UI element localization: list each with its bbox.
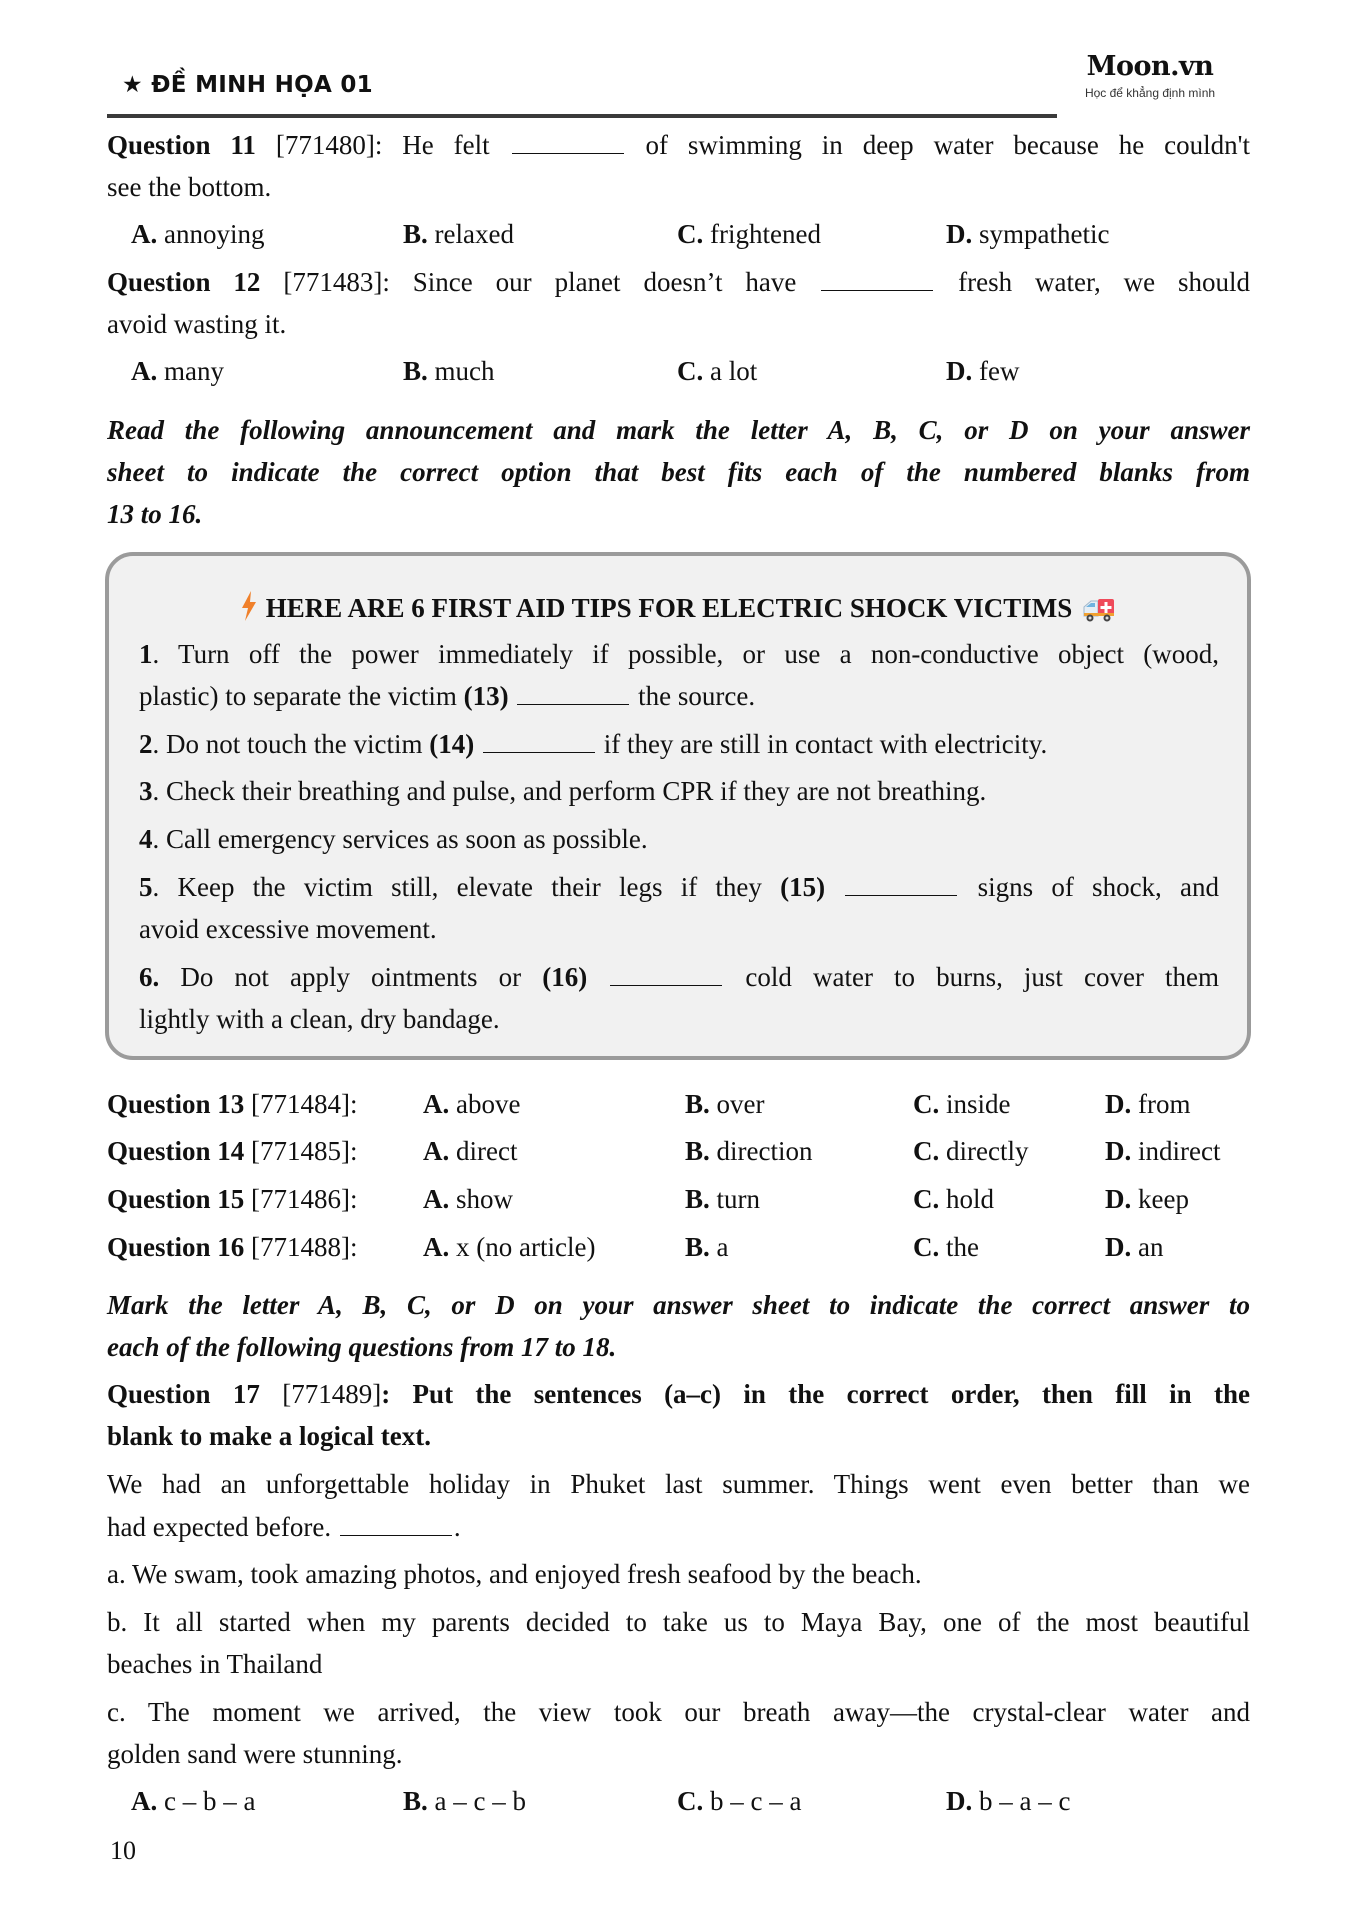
option-a[interactable]: A. direct — [423, 1136, 518, 1166]
option-c[interactable]: C. inside — [913, 1089, 1011, 1119]
tip-1: 1. Turn off the power immediately if possible, or use a non-conductive object (wood, — [139, 639, 1219, 669]
question-16-row — [107, 1226, 1250, 1268]
announcement-box — [105, 552, 1251, 1060]
question-label: Question 15 — [107, 1184, 245, 1214]
lightning-icon — [240, 591, 258, 632]
option-b[interactable]: B. over — [685, 1089, 765, 1119]
tip-5-line2: avoid excessive movement. — [139, 914, 437, 944]
option-d[interactable]: D. indirect — [1105, 1136, 1221, 1166]
answer-blank-15 — [845, 871, 957, 896]
tip-6: 6. Do not apply ointments or (16) cold water to burns, just cover them — [139, 962, 1220, 992]
question-13-row — [107, 1083, 1250, 1125]
question-id: [771488]: — [251, 1232, 358, 1262]
question-label: Question 14 — [107, 1136, 245, 1166]
question-12-stem: Question 12 [771483]: Since our planet doesn’t have fresh water, we should — [107, 267, 1251, 297]
sentence-b: b. It all started when my parents decided to take us to Maya Bay, one of the most beautiful — [107, 1607, 1250, 1637]
answer-blank — [512, 129, 624, 154]
option-a[interactable]: A. annoying — [131, 219, 265, 249]
instruction-line: Mark the letter A, B, C, or D on your answer sheet to indicate the correct answer to — [107, 1290, 1250, 1320]
question-11-stem-line2: see the bottom. — [107, 172, 272, 202]
answer-blank-16 — [610, 961, 722, 986]
tip-3: 3. Check their breathing and pulse, and perform CPR if they are not breathing. — [139, 776, 987, 806]
announcement-title: HERE ARE 6 FIRST AID TIPS FOR ELECTRIC SHOCK VICTIMS — [109, 588, 1247, 634]
option-b[interactable]: B. relaxed — [403, 219, 514, 249]
question-id: [771486]: — [251, 1184, 358, 1214]
star-icon: ★ — [122, 72, 143, 98]
passage-line2: had expected before. . — [107, 1512, 461, 1542]
tip-4: 4. Call emergency services as soon as possible. — [139, 824, 648, 854]
blank-16: (16) — [542, 962, 588, 992]
answer-blank-13 — [517, 680, 629, 705]
question-12-options — [107, 350, 1250, 392]
question-id: [771485]: — [251, 1136, 358, 1166]
question-id: [771489] — [282, 1379, 382, 1409]
question-11-options — [107, 213, 1250, 255]
logo-tagline: Học để khẳng định mình — [1084, 86, 1216, 100]
option-c[interactable]: C. frightened — [677, 219, 821, 249]
answer-blank-14 — [483, 728, 595, 753]
exam-title-text: ĐỀ MINH HỌA 01 — [151, 72, 373, 98]
option-c[interactable]: C. the — [913, 1232, 979, 1262]
tip-1-line2: plastic) to separate the victim (13) the source. — [139, 681, 756, 711]
option-d[interactable]: D. keep — [1105, 1184, 1189, 1214]
option-a[interactable]: A. many — [131, 356, 224, 386]
option-a[interactable]: A. above — [423, 1089, 521, 1119]
question-id: [771483] — [283, 267, 383, 297]
option-d[interactable]: D. b – a – c — [946, 1786, 1071, 1816]
page-number: 10 — [110, 1836, 136, 1865]
sentence-b-line2: beaches in Thailand — [107, 1649, 323, 1679]
logo-name: Moon.vn — [1086, 51, 1214, 82]
blank-14: (14) — [429, 729, 475, 759]
option-b[interactable]: B. a — [685, 1232, 729, 1262]
question-15-row — [107, 1178, 1250, 1220]
question-label: Question 12 — [107, 267, 261, 297]
option-b[interactable]: B. turn — [685, 1184, 761, 1214]
moon-logo — [1075, 52, 1225, 100]
option-c[interactable]: C. hold — [913, 1184, 995, 1214]
question-label: Question 16 — [107, 1232, 245, 1262]
question-id: [771480] — [275, 130, 375, 160]
option-a[interactable]: A. show — [423, 1184, 514, 1214]
question-label: Question 13 — [107, 1089, 245, 1119]
sentence-a: a. We swam, took amazing photos, and enjoyed fresh seafood by the beach. — [107, 1559, 922, 1589]
blank-13: (13) — [463, 681, 509, 711]
question-12-stem-line2: avoid wasting it. — [107, 309, 287, 339]
question-17-options — [107, 1780, 1250, 1822]
tip-5: 5. Keep the victim still, elevate their legs if they (15) signs of shock, and — [139, 872, 1220, 902]
option-b[interactable]: B. much — [403, 356, 495, 386]
sentence-c-line2: golden sand were stunning. — [107, 1739, 403, 1769]
option-b[interactable]: B. a – c – b — [403, 1786, 526, 1816]
option-d[interactable]: D. an — [1105, 1232, 1164, 1262]
option-d[interactable]: D. from — [1105, 1089, 1191, 1119]
option-c[interactable]: C. a lot — [677, 356, 758, 386]
sentence-c: c. The moment we arrived, the view took our breath away—the crystal-clear water and — [107, 1697, 1250, 1727]
option-a[interactable]: A. c – b – a — [131, 1786, 256, 1816]
question-label: Question 11 — [107, 130, 256, 160]
ambulance-icon — [1082, 594, 1116, 634]
instruction-line: 13 to 16. — [107, 499, 203, 529]
header-divider — [107, 114, 1057, 118]
option-d[interactable]: D. few — [946, 356, 1020, 386]
answer-blank — [821, 266, 933, 291]
option-c[interactable]: C. directly — [913, 1136, 1029, 1166]
question-17-prompt-line2: blank to make a logical text. — [107, 1421, 431, 1451]
blank-15: (15) — [780, 872, 826, 902]
question-label: Question 17 — [107, 1379, 260, 1409]
option-a[interactable]: A. x (no article) — [423, 1232, 596, 1262]
option-d[interactable]: D. sympathetic — [946, 219, 1110, 249]
instruction-line: sheet to indicate the correct option that best fits each of the numbered blanks from — [107, 457, 1250, 487]
question-11-stem: Question 11 [771480]: He felt of swimming in deep water because he couldn't — [107, 130, 1251, 160]
tip-6-line2: lightly with a clean, dry bandage. — [139, 1004, 500, 1034]
option-b[interactable]: B. direction — [685, 1136, 813, 1166]
passage-line: We had an unforgettable holiday in Phuket last summer. Things went even better than we — [107, 1469, 1250, 1499]
exam-title — [122, 72, 373, 98]
question-14-row — [107, 1130, 1250, 1172]
tip-2: 2. Do not touch the victim (14) if they are still in contact with electricity. — [139, 729, 1048, 759]
question-id: [771484]: — [251, 1089, 358, 1119]
question-17-prompt: Question 17 [771489]: Put the sentences (a–c) in the correct order, then fill in the — [107, 1379, 1251, 1409]
instruction-line: Read the following announcement and mark the letter A, B, C, or D on your answer — [107, 415, 1250, 445]
instruction-line: each of the following questions from 17 to 18. — [107, 1332, 617, 1362]
option-c[interactable]: C. b – c – a — [677, 1786, 802, 1816]
answer-blank — [340, 1511, 452, 1536]
